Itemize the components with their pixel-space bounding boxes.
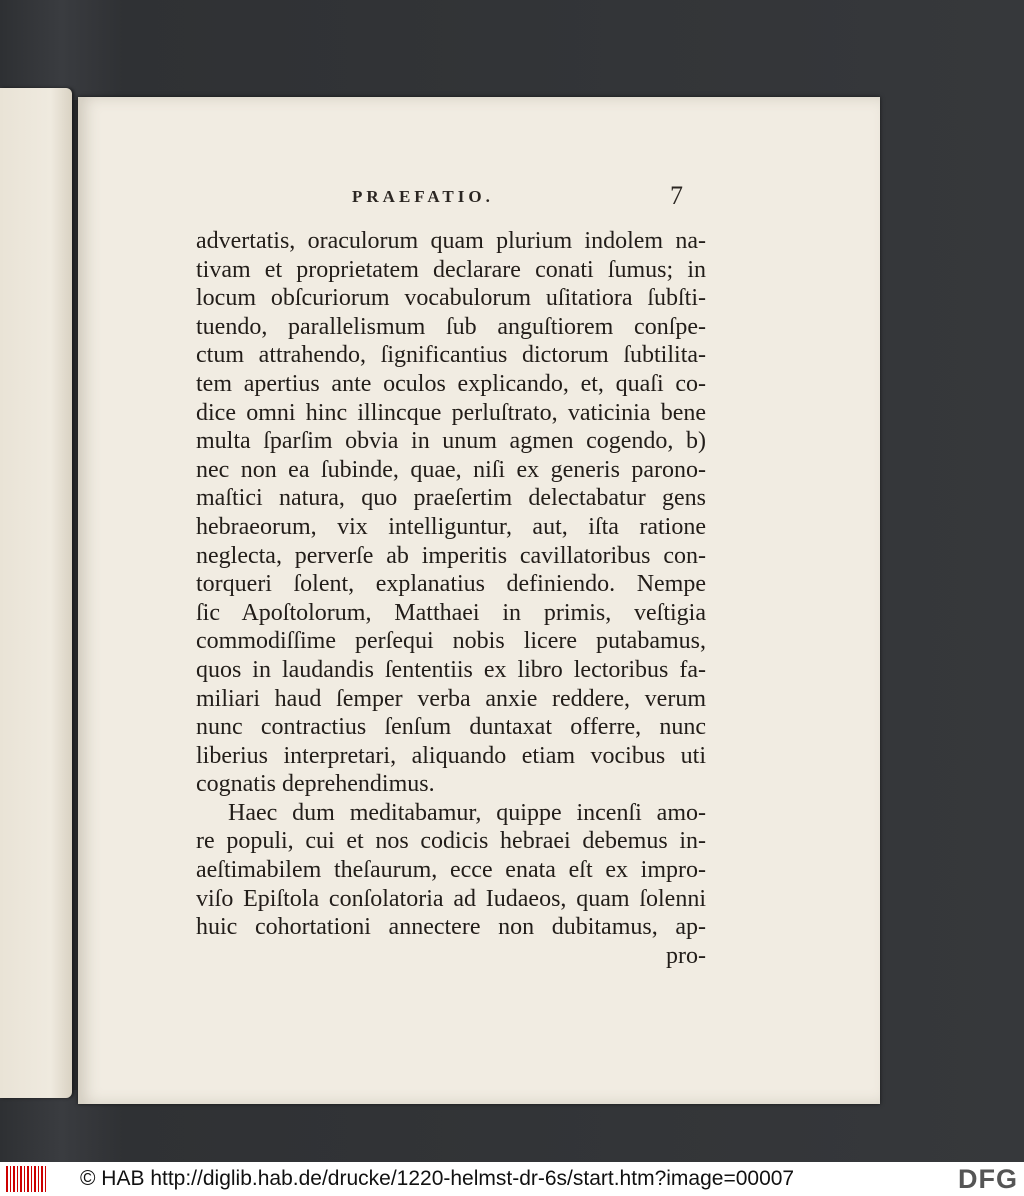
text-line: tuendo, parallelismum ſub anguſtiorem conſpe- bbox=[196, 313, 706, 340]
text-line: quos in laudandis ſententiis ex libro lectoribus fa- bbox=[196, 656, 706, 683]
text-line: huic cohortationi annectere non dubitamus, ap- bbox=[196, 914, 706, 941]
text-line: nec non ea ſubinde, quae, niſi ex generis parono- bbox=[196, 456, 706, 483]
citation-link[interactable]: © HAB http://diglib.hab.de/drucke/1220-helmst-dr-6s/start.htm?image=00007 bbox=[80, 1167, 795, 1190]
footer-bar bbox=[0, 1162, 1024, 1196]
book-page bbox=[78, 97, 880, 1104]
text-line: Haec dum meditabamur, quippe incenſi amo- bbox=[228, 799, 706, 826]
dfg-logo: DFG bbox=[958, 1164, 1018, 1194]
text-line: viſo Epiſtola conſolatoria ad Iudaeos, quam ſolenni bbox=[196, 885, 706, 912]
text-line: locum obſcuriorum vocabulorum uſitatiora ſubſti- bbox=[196, 285, 706, 312]
text-line: ſic Apoſtolorum, Matthaei in primis, veſtigia bbox=[196, 599, 706, 626]
text-line: torqueri ſolent, explanatius definiendo. Nempe bbox=[196, 571, 706, 598]
text-line: neglecta, perverſe ab imperitis cavillatoribus con- bbox=[196, 542, 706, 569]
text-line: commodiſſime perſequi nobis licere putabamus, bbox=[196, 628, 706, 655]
text-line: tem apertius ante oculos explicando, et, quaſi co- bbox=[196, 370, 706, 397]
text-line: liberius interpretari, aliquando etiam vocibus uti bbox=[196, 742, 706, 769]
text-line: tivam et proprietatem declarare conati ſumus; in bbox=[196, 256, 706, 283]
text-line: aeſtimabilem theſaurum, ecce enata eſt ex impro- bbox=[196, 857, 706, 884]
running-head: PRAEFATIO. bbox=[352, 187, 494, 206]
text-line: hebraeorum, vix intelliguntur, aut, iſta ratione bbox=[196, 513, 706, 540]
text-line: miliari haud ſemper verba anxie reddere, verum bbox=[196, 685, 706, 712]
text-line: multa ſparſim obvia in unum agmen cogendo, b) bbox=[196, 428, 706, 455]
text-line: dice omni hinc illincque perluſtrato, vaticinia bene bbox=[196, 399, 706, 426]
barcode-icon bbox=[6, 1166, 46, 1192]
text-line: ctum attrahendo, ſignificantius dictorum ſubtilita- bbox=[196, 342, 706, 369]
catchword: pro- bbox=[666, 942, 706, 969]
text-line: cognatis deprehendimus. bbox=[196, 771, 435, 798]
body-text bbox=[196, 227, 706, 970]
facing-page-edge bbox=[0, 88, 72, 1098]
text-line: re populi, cui et nos codicis hebraei debemus in- bbox=[196, 828, 706, 855]
text-line: maſtici natura, quo praeſertim delectabatur gens bbox=[196, 485, 706, 512]
text-line: nunc contractius ſenſum duntaxat offerre, nunc bbox=[196, 714, 706, 741]
text-line: advertatis, oraculorum quam plurium indolem na- bbox=[196, 228, 706, 254]
page-number: 7 bbox=[670, 181, 683, 210]
